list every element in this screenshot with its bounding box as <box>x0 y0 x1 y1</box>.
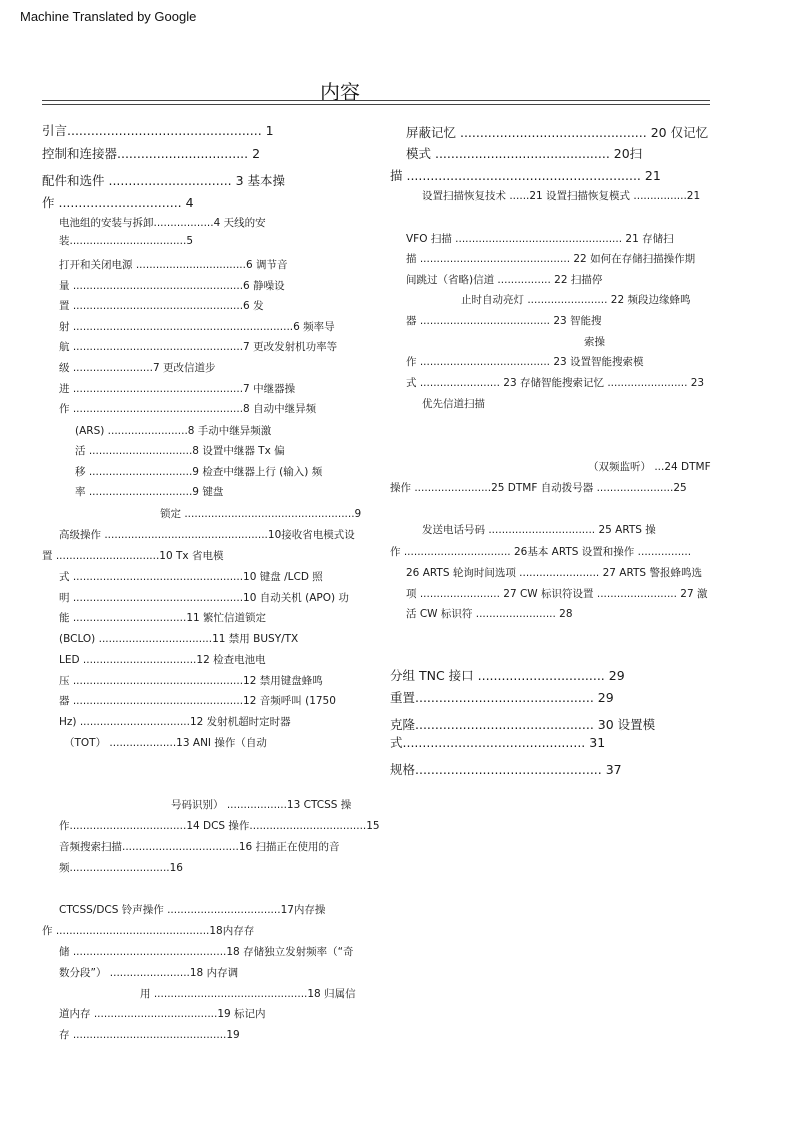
toc-entry: 道内存 .....................................19 标记内 <box>59 1008 266 1020</box>
toc-entry: 打开和关闭电源 .................................6 调节音 <box>59 259 288 271</box>
toc-entry: 作 ...................................................8 自动中继异频 <box>59 403 317 415</box>
toc-entry: 锁定 ...................................................9 <box>160 508 362 520</box>
toc-entry: 操作 .......................25 DTMF 自动拨号器 .......................25 <box>390 482 687 494</box>
toc-entry: 配件和选件 ............................... 3 基本操 <box>42 173 286 188</box>
toc-entry: 克隆............................................. 30 设置模 <box>390 717 656 732</box>
toc-entry: 设置扫描恢复技术 ......21 设置扫描恢复模式 ................21 <box>422 190 701 202</box>
toc-entry: 置 ...................................................6 发 <box>59 300 264 312</box>
toc-entry: LED ..................................12 检查电池电 <box>59 654 266 666</box>
toc-entry: 项 ........................ 27 CW 标识符设置 ........................ 27 激 <box>406 588 708 600</box>
toc-entry: (ARS) ........................8 手动中继异频激 <box>75 425 272 437</box>
toc-entry: 号码识别） ..................13 CTCSS 操 <box>171 799 352 811</box>
toc-entry: 活 ...............................8 设置中继器 Tx 偏 <box>75 445 285 457</box>
toc-entry: 储 ..............................................18 存储独立发射频率（“奇 <box>59 946 354 958</box>
toc-entry: 航 ...................................................7 更改发射机功率等 <box>59 341 338 353</box>
toc-entry: 索操 <box>584 336 605 348</box>
title-rule-top <box>42 100 710 101</box>
toc-entry: 屏蔽记忆 ............................................... 20 仅记忆 <box>406 125 709 140</box>
toc-entry: 装...................................5 <box>59 235 193 247</box>
toc-entry: 作 ....................................... 23 设置智能搜索模 <box>406 356 644 368</box>
toc-entry: 器 ....................................... 23 智能搜 <box>406 315 602 327</box>
toc-entry: 规格............................................... 37 <box>390 762 622 777</box>
toc-entry: （双频监听） ...24 DTMF <box>588 461 711 473</box>
toc-entry: 音频搜索扫描...................................16 扫描正在使用的音 <box>59 841 340 853</box>
toc-entry: 优先信道扫描 <box>422 398 485 410</box>
toc-entry: 移 ...............................9 检查中继器上行 (输入) 频 <box>75 466 323 478</box>
title-rule-bottom <box>42 104 710 105</box>
toc-entry: 射 ..................................................................6 频率导 <box>59 321 335 333</box>
toc-entry: Hz) .................................12 发射机超时定时器 <box>59 716 291 728</box>
toc-entry: 模式 ............................................ 20扫 <box>406 146 643 161</box>
toc-entry: 存 ..............................................19 <box>59 1029 240 1041</box>
toc-entry: 置 ...............................10 Tx 省电模 <box>42 550 224 562</box>
toc-entry: 用 ..............................................18 归属信 <box>140 988 356 1000</box>
toc-entry: 器 ...................................................12 音频呼叫 (1750 <box>59 695 336 707</box>
toc-entry: 间跳过（省略)信道 ................ 22 扫描停 <box>406 274 603 286</box>
machine-translated-banner: Machine Translated by Google <box>20 9 197 24</box>
toc-entry: 频..............................16 <box>59 862 183 874</box>
toc-entry: 作 ................................ 26基本 ARTS 设置和操作 ................ <box>390 546 692 558</box>
toc-entry: 进 ...................................................7 中继器操 <box>59 383 296 395</box>
toc-entry: 控制和连接器................................. 2 <box>42 146 261 161</box>
toc-entry: 电池组的安装与拆卸..................4 天线的安 <box>59 217 266 229</box>
toc-entry: 26 ARTS 轮询时间选项 ........................ 27 ARTS 警报蜂鸣选 <box>406 567 702 579</box>
toc-entry: 描 ............................................. 22 如何在存储扫描操作期 <box>406 253 696 265</box>
toc-entry: 发送电话号码 ................................ 25 ARTS 操 <box>422 524 656 536</box>
toc-entry: CTCSS/DCS 铃声操作 ..................................17内存操 <box>59 904 326 916</box>
toc-entry: 能 ..................................11 繁忙信道锁定 <box>59 612 267 624</box>
toc-entry: 作 ..............................................18内存存 <box>42 925 255 937</box>
toc-entry: 数分段”） ........................18 内存调 <box>59 967 239 979</box>
toc-entry: 式.............................................. 31 <box>390 735 606 750</box>
toc-entry: 止时自动亮灯 ........................ 22 频段边缘蜂鸣 <box>461 294 691 306</box>
toc-entry: 级 ........................7 更改信道步 <box>59 362 216 374</box>
toc-entry: 高级操作 .................................................10接收省电模式设 <box>59 529 355 541</box>
toc-entry: 作 ............................... 4 <box>42 195 194 210</box>
toc-entry: 描 ........................................................... 21 <box>390 168 661 183</box>
toc-entry: 率 ...............................9 键盘 <box>75 486 224 498</box>
toc-entry: 作...................................14 DCS 操作...................................15 <box>59 820 380 832</box>
toc-entry: (BCLO) ..................................11 禁用 BUSY/TX <box>59 633 299 645</box>
toc-entry: 量 ...................................................6 静噪设 <box>59 280 285 292</box>
toc-entry: 分组 TNC 接口 ................................ 29 <box>390 668 625 683</box>
toc-entry: 压 ...................................................12 禁用键盘蜂鸣 <box>59 675 323 687</box>
toc-entry: 活 CW 标识符 ........................ 28 <box>406 608 573 620</box>
toc-entry: 式 ...................................................10 键盘 /LCD 照 <box>59 571 323 583</box>
toc-entry: 引言................................................. 1 <box>42 123 274 138</box>
toc-entry: VFO 扫描 .................................................. 21 存储扫 <box>406 233 674 245</box>
toc-entry: 式 ........................ 23 存储智能搜索记忆 ........................ 23 <box>406 377 705 389</box>
toc-entry: （TOT） ....................13 ANI 操作（自动 <box>64 737 267 749</box>
toc-entry: 重置............................................. 29 <box>390 690 614 705</box>
page-title: 内容 <box>320 80 360 104</box>
toc-entry: 明 ...................................................10 自动关机 (APO) 功 <box>59 592 349 604</box>
